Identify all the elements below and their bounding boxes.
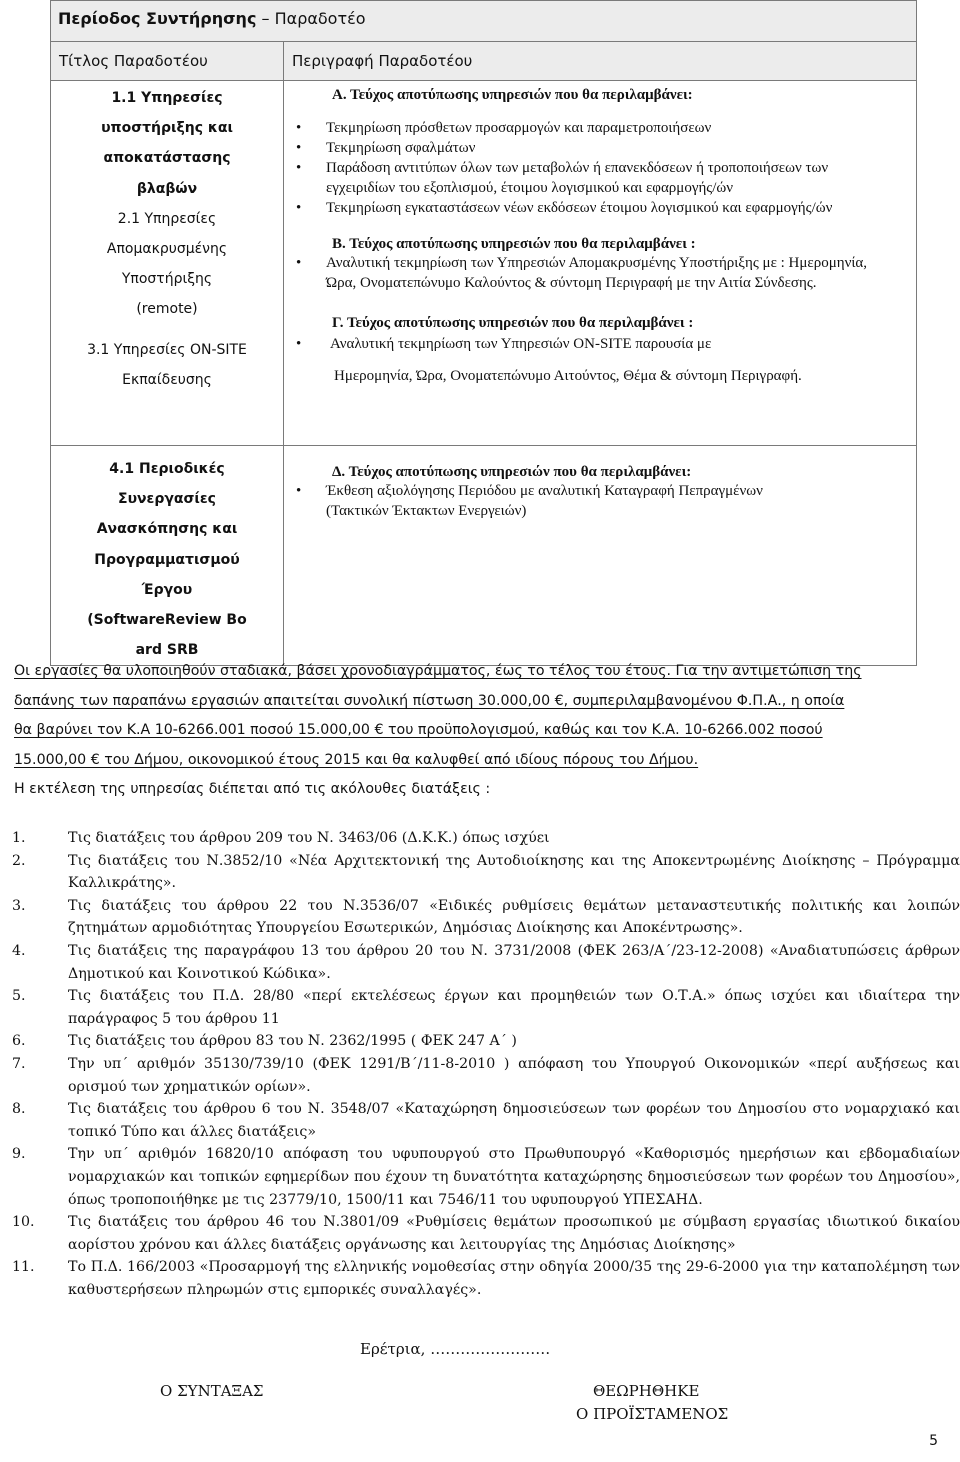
block-a-item: • Τεκμηρίωση εγκαταστάσεων νέων εκδόσεων έτοιμου λογισμικού και εφαρμογής/ών (292, 198, 896, 218)
block-d-item: • Έκθεση αξιολόγησης Περιόδου με αναλυτική Καταγραφή Πεπραγμένων (292, 481, 896, 501)
service-1-2: υποστήριξης και (101, 120, 233, 137)
service-2-1: 2.1 Υπηρεσίες (117, 210, 217, 227)
service-1-4: βλαβών (136, 180, 198, 197)
provision-item (12, 1030, 960, 1053)
block-b-title: Β. Τεύχος αποτύπωσης υπηρεσιών που θα περιλαμβάνει : (332, 236, 696, 252)
provision-text: Την υπ΄ αριθμόν 16820/10 απόφαση του υφυπουργού στο Πρωθυπουργό «Καθορισμός ημερήσιων και εβδομαδιαίων νομαρχιακών και τοπικών εφημερίδων που έχουν τη δυνατότητα καταχώρησης δημοσιεύσεων των φορέων του Δημοσίου», όπως τροποποιήθηκε με τις 23779/10, 1500/11 και 7546/11 του υφυπουργού ΥΠΕΣΑΗΔ. (68, 1146, 960, 1208)
paragraph-line: 15.000,00 € του Δήμου, οικονομικού έτους 2015 και θα καλυφθεί από ιδίους πόρους του Δήμου. (14, 751, 699, 768)
provision-text: Τις διατάξεις του άρθρου 46 του Ν.3801/09 «Ρυθμίσεις θεμάτων προσωπικού με σύμβαση εργασίας ιδιωτικού δικαίου αορίστου χρόνου και άλλες διατάξεις οργάνωσης και λειτουργίας της Δημόσιας Διοίκησης» (68, 1214, 960, 1253)
block-c-title: Γ. Τεύχος αποτύπωσης υπηρεσιών που θα περιλαμβάνει : (332, 315, 694, 331)
author-signature: Ο ΣΥΝΤΑΞΑΣ (160, 1382, 264, 1400)
block-b-item: • Αναλυτική τεκμηρίωση των Υπηρεσιών Απομακρυσμένης Υποστήριξης με : Ημερομηνία, Ώρα, Ονοματεπώνυμο Καλούντος & σύντομη Περιγραφή με την Αιτία Σύνδεσης. (292, 253, 896, 293)
provision-number: 4. (12, 942, 26, 959)
provision-number: 6. (12, 1033, 26, 1050)
block-d-title: Δ. Τεύχος αποτύπωσης υπηρεσιών που θα περιλαμβάνει: (332, 464, 692, 480)
provision-text: Τις διατάξεις του άρθρου 6 του Ν. 3548/07 «Καταχώρηση δημοσιεύσεων των φορέων του Δημοσίου στο νομαρχιακό και τοπικό Τύπο και άλλες διατάξεις» (68, 1101, 960, 1140)
service-4-3: Ανασκόπησης και (96, 521, 238, 538)
provision-item (12, 1053, 960, 1098)
provision-text: Την υπ΄ αριθμόν 35130/739/10 (ΦΕΚ 1291/Β΄/11-8-2010 ) απόφαση του Υπουργού Οικονομικών «περί αυξήσεως και ορισμού των χρηματικών ορίων». (68, 1055, 960, 1095)
funding-paragraph (14, 657, 954, 805)
col-header-desc (284, 42, 917, 81)
col-header-title (51, 42, 284, 81)
service-4-1: 4.1 Περιοδικές (109, 461, 225, 477)
block-d-item-cont: (Τακτικών Έκτακτων Ενεργειών) (326, 503, 527, 519)
supervisor-signature: Ο ΠΡΟΪΣΤΑΜΕΝΟΣ (576, 1405, 729, 1423)
provision-number: 11. (12, 1259, 35, 1276)
provision-item (12, 1098, 960, 1143)
service-3-2: Εκπαίδευσης (122, 371, 212, 388)
service-2-3: Υποστήριξης (121, 271, 213, 288)
block-b-list (292, 253, 896, 293)
service-4-cell (51, 446, 284, 666)
service-4-6: (SoftwareReview Bo (87, 612, 247, 629)
provision-text: Το Π.Δ. 166/2003 «Προσαρμογή της ελληνικής νομοθεσίας στην οδηγία 2000/35 της 29-6-2000 για την καταπολέμηση των καθυστερήσεων πληρωμών στις εμπορικές συναλλαγές». (68, 1259, 960, 1298)
approved-label: ΘΕΩΡΗΘΗΚΕ (593, 1382, 700, 1400)
period-header (51, 1, 917, 42)
provision-text: Τις διατάξεις της παραγράφου 13 του άρθρου 20 του Ν. 3731/2008 (ΦΕΚ 263/Α΄/23-12-2008) «Αναδιατυπώσεις άρθρων Δημοτικού και Κοινοτικού Κώδικα». (68, 942, 960, 982)
provision-number: 2. (12, 852, 26, 869)
deliverables-table (50, 0, 917, 666)
block-c-extra: Ημερομηνία, Ώρα, Ονοματεπώνυμο Αιτούντος, Θέμα & σύντομη Περιγραφή. (334, 368, 802, 384)
description-cell-abc (284, 81, 917, 446)
service-4-4: Προγραμματισμού (94, 551, 240, 568)
provision-item (12, 1256, 960, 1301)
service-titles-1-3 (51, 81, 283, 395)
paragraph-line: θα βαρύνει τον Κ.Α 10-6266.001 ποσού 15.000,00 € του προϋπολογισμού, καθώς και τον Κ.Α. 10-6266.002 ποσού (14, 722, 823, 738)
col-desc-label: Περιγραφή Παραδοτέου (292, 52, 473, 70)
block-a-item: • Τεκμηρίωση σφαλμάτων (292, 138, 896, 158)
provision-text: Τις διατάξεις του Ν.3852/10 «Νέα Αρχιτεκτονική της Αυτοδιοίκησης και της Αποκεντρωμένης Διοίκησης – Πρόγραμμα Καλλικράτης». (68, 852, 960, 892)
block-c-item: • Αναλυτική τεκμηρίωση των Υπηρεσιών ON-SITE παρουσία με (292, 334, 896, 354)
services-cell (51, 81, 284, 446)
provision-item (12, 940, 960, 985)
description-cell-d (284, 446, 917, 666)
provision-number: 10. (12, 1214, 35, 1231)
provision-item (12, 895, 960, 940)
provision-text: Τις διατάξεις του άρθρου 83 του Ν. 2362/1995 ( ΦΕΚ 247 Α΄ ) (68, 1033, 517, 1050)
provision-item (12, 985, 960, 1030)
provision-number: 5. (12, 988, 26, 1005)
service-1-3: αποκατάστασης (103, 150, 231, 167)
provisions-intro: Η εκτέλεση της υπηρεσίας διέπεται από τις ακόλουθες διατάξεις : (14, 781, 491, 797)
block-a-title: Α. Τεύχος αποτύπωσης υπηρεσιών που θα περιλαμβάνει: (332, 87, 693, 103)
provision-number: 3. (12, 897, 26, 914)
service-4-2: Συνεργασίες (118, 491, 216, 508)
block-c-list (292, 334, 896, 354)
provision-text: Τις διατάξεις του Π.Δ. 28/80 «περί εκτελέσεως έργων και προμηθειών των Ο.Τ.Α.» όπως ισχύει και ιδιαίτερα την παράγραφος 5 του άρθρου 11 (68, 988, 960, 1027)
provision-item (12, 827, 960, 850)
provisions-list (12, 827, 960, 1301)
place-date: Ερέτρια, …………………… (360, 1340, 551, 1358)
paragraph-line: δαπάνης των παραπάνω εργασιών απαιτείται συνολική πίστωση 30.000,00 €, συμπεριλαμβανομένου Φ.Π.Α., η οποία (14, 692, 845, 709)
period-label: Περίοδος Συντήρησης (58, 9, 257, 28)
provision-number: 8. (12, 1101, 26, 1118)
service-1-1: 1.1 Υπηρεσίες (111, 90, 223, 106)
period-value: – Παραδοτέο (256, 9, 366, 28)
block-d-list (292, 481, 896, 501)
provision-number: 7. (12, 1055, 26, 1072)
service-titles-4 (51, 446, 283, 665)
col-title-label: Τίτλος Παραδοτέου (59, 52, 208, 70)
page-number: 5 (929, 1433, 938, 1449)
provision-text: Τις διατάξεις του άρθρου 22 του Ν.3536/07 «Ειδικές ρυθμίσεις θεμάτων μεταναστευτικής πολιτικής και λοιπών ζητημάτων αρμοδιότητας Υπουργείου Εσωτερικών, Δημόσιας Διοίκησης και Αποκέντρωσης». (68, 897, 960, 937)
block-a-item: • Παράδοση αντιτύπων όλων των μεταβολών ή επανεκδόσεων ή τροποποιήσεων των εγχειριδίων του εξοπλισμού, έτοιμου λογισμικού και εφαρμογής/ών (292, 158, 896, 198)
provision-item (12, 850, 960, 895)
block-a-list (292, 118, 896, 218)
provision-item (12, 1143, 960, 1211)
service-4-7: ard SRB (135, 642, 199, 659)
provision-text: Τις διατάξεις του άρθρου 209 του Ν. 3463/06 (Δ.Κ.Κ.) όπως ισχύει (68, 830, 550, 846)
block-a-item: • Τεκμηρίωση πρόσθετων προσαρμογών και παραμετροποιήσεων (292, 118, 896, 138)
provision-number: 1. (12, 830, 26, 846)
provision-item (12, 1211, 960, 1256)
service-4-5: Έργου (141, 581, 193, 598)
service-3-1: 3.1 Υπηρεσίες ON-SITE (87, 341, 247, 358)
provision-number: 9. (12, 1146, 26, 1163)
service-2-4: (remote) (136, 301, 198, 318)
service-2-2: Απομακρυσμένης (106, 241, 228, 258)
paragraph-line: Οι εργασίες θα υλοποιηθούν σταδιακά, βάσει χρονοδιαγράμματος, έως το τέλος του έτους. Για την αντιμετώπιση της (14, 663, 862, 679)
